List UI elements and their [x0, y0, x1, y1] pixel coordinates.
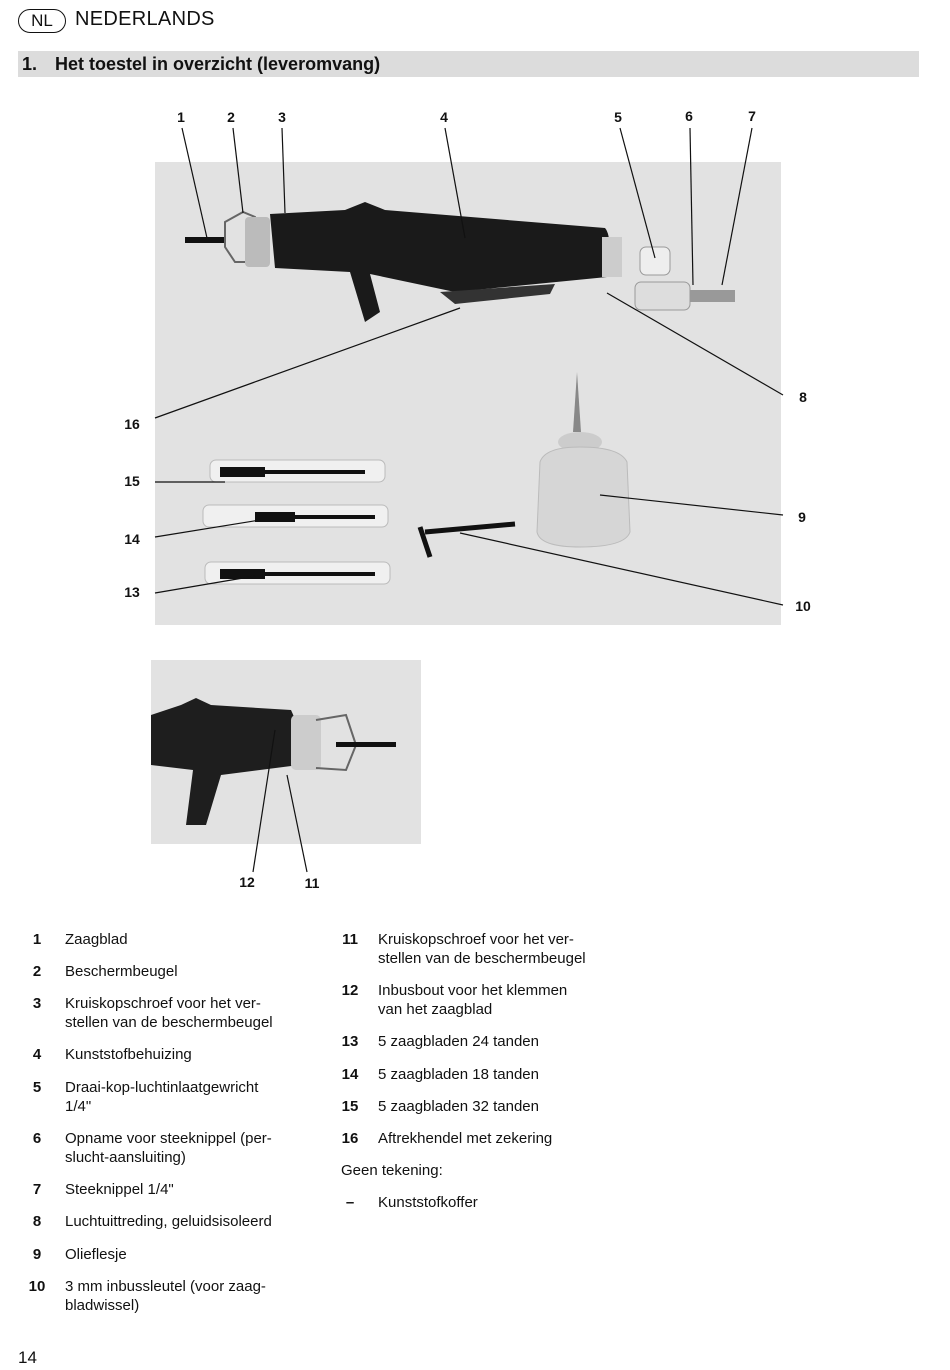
legend-text: 5 zaagbladen 32 tanden	[378, 1098, 539, 1115]
legend-text: Steeknippel 1/4"	[65, 1181, 174, 1198]
callout-10: 10	[795, 598, 811, 614]
callout-7: 7	[748, 108, 756, 124]
language-badge: NL	[18, 9, 66, 33]
legend-text-line2: slucht-aansluiting)	[65, 1149, 186, 1166]
callout-13: 13	[124, 584, 140, 600]
legend-num: 2	[32, 963, 42, 980]
legend-text-line1: Opname voor steeknippel (per-	[65, 1130, 272, 1147]
section-title: Het toestel in overzicht (leveromvang)	[55, 54, 381, 74]
legend-num: 8	[32, 1213, 42, 1230]
legend-num: 5	[32, 1079, 42, 1096]
callout-4: 4	[440, 109, 448, 125]
legend-num: 3	[32, 995, 42, 1012]
legend-text-line1: Draai-kop-luchtinlaatgewricht	[65, 1079, 259, 1096]
legend-dash: –	[345, 1194, 355, 1211]
callout-12: 12	[239, 874, 255, 890]
legend-num: 11	[342, 931, 358, 948]
legend-text-line1: Inbusbout voor het klemmen	[378, 982, 568, 999]
legend-text-line2: van het zaagblad	[378, 1001, 493, 1018]
legend-text-line1: Kruiskopschroef voor het ver-	[65, 995, 261, 1012]
language-name: NEDERLANDS	[75, 8, 215, 30]
legend-num: 16	[341, 1130, 359, 1147]
legend-num: 4	[32, 1046, 42, 1063]
legend-text: Kunststofkoffer	[378, 1194, 478, 1211]
callout-6: 6	[685, 108, 693, 124]
section-number: 1.	[22, 54, 38, 74]
legend-num: 10	[28, 1278, 46, 1295]
legend-extra-heading: Geen tekening:	[341, 1162, 443, 1179]
callout-11: 11	[304, 875, 320, 891]
legend-text: Zaagblad	[65, 931, 128, 948]
legend-num: 14	[341, 1066, 359, 1083]
legend-text-line2: stellen van de beschermbeugel	[378, 950, 586, 967]
callout-1: 1	[177, 109, 185, 125]
callout-5: 5	[614, 109, 622, 125]
callout-9: 9	[798, 509, 806, 525]
callout-2: 2	[227, 109, 235, 125]
callout-15: 15	[124, 473, 140, 489]
legend-text: Aftrekhendel met zekering	[378, 1130, 553, 1147]
legend-num: 13	[341, 1033, 359, 1050]
legend-text: Olieflesje	[65, 1246, 127, 1263]
legend-num: 6	[32, 1130, 42, 1147]
legend-text-line1: 3 mm inbussleutel (voor zaag-	[65, 1278, 266, 1295]
callout-3: 3	[278, 109, 286, 125]
legend-text-line2: bladwissel)	[65, 1297, 140, 1314]
legend-text-line2: 1/4"	[65, 1098, 92, 1115]
legend-text-line2: stellen van de beschermbeugel	[65, 1014, 273, 1031]
legend-text: Kunststofbehuizing	[65, 1046, 192, 1063]
legend-text: Beschermbeugel	[65, 963, 178, 980]
legend-text-line1: Kruiskopschroef voor het ver-	[378, 931, 574, 948]
legend-text: 5 zaagbladen 24 tanden	[378, 1033, 539, 1050]
callout-16: 16	[124, 416, 140, 432]
legend-num: 15	[341, 1098, 359, 1115]
legend-num: 7	[32, 1181, 42, 1198]
legend-text: 5 zaagbladen 18 tanden	[378, 1066, 539, 1083]
legend-num: 9	[32, 1246, 42, 1263]
page-number: 14	[18, 1348, 37, 1367]
callout-8: 8	[799, 389, 807, 405]
legend-num: 1	[32, 931, 42, 948]
callout-14: 14	[124, 531, 140, 547]
legend-num: 12	[341, 982, 359, 999]
legend-text: Luchtuittreding, geluidsisoleerd	[65, 1213, 272, 1230]
